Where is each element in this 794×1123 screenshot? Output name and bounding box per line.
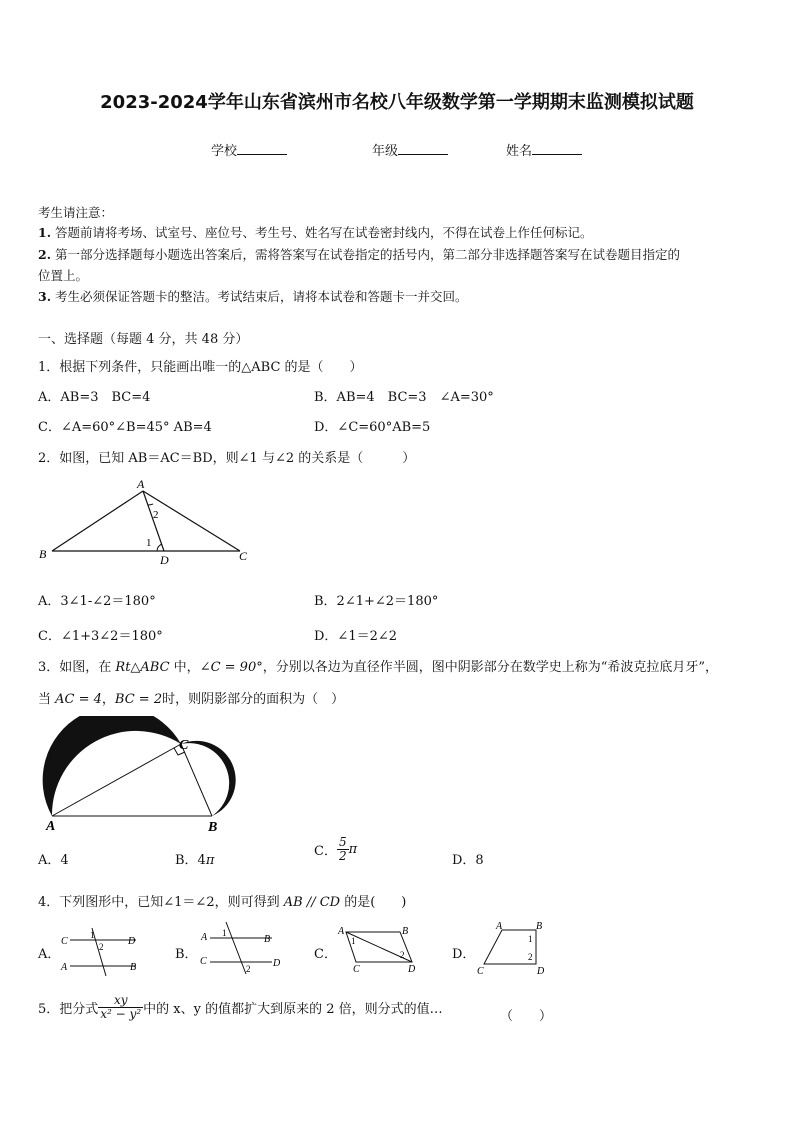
q1-option-c: C．∠A=60°∠B=45° AB=4 [38,420,212,435]
q3-lune-figure [38,716,238,836]
q4-stem [38,891,406,910]
q4-option-b-figure [196,918,286,976]
q4b-label-a: A [201,932,208,943]
q4a-angle-2: 2 [99,942,104,952]
q3-text: 中， [169,660,200,675]
q3-text: 当 [38,692,56,707]
q4a-label-b: B [130,962,137,973]
q2-stem: 2．如图，已知 AB＝AC＝BD，则∠1 与∠2 的关系是（ ） [38,451,416,466]
q4d-angle-1: 1 [528,934,533,944]
q2-label-d: D [160,553,169,567]
notice-text: 考生必须保证答题卡的整洁。考试结束后，请将本试卷和答题卡一并交回。 [55,289,468,304]
q4b-label-b: B [264,934,271,945]
q4a-label-d: D [128,936,136,947]
q2-option-c: C．∠1+3∠2＝180° [38,629,163,644]
q3-math: BC = 2 [114,692,163,707]
q2-label-angle-2: 2 [153,509,159,521]
grade-label: 年级 [372,144,399,159]
q4-math: AB // CD [283,895,341,910]
q4c-label-c: C [353,964,360,974]
q4c-angle-1: 1 [351,936,356,946]
q3-line-bc [181,744,212,816]
q2-line-ac [143,491,240,551]
notice-num: 2. [38,247,52,262]
q3-math: Rt△ABC [115,660,170,675]
q4-text: 4．下列图形中，已知∠1＝∠2，则可得到 [38,895,284,910]
fraction-numerator: 5 [338,835,347,849]
q3-lune-left [43,716,181,816]
q2-label-c: C [239,549,248,563]
q4a-label-c: C [61,936,68,947]
notice-num: 1. [38,225,52,240]
q5-text: 5．把分式 [38,1002,99,1017]
q5-stem [38,994,443,1021]
school-label: 学校 [211,144,238,159]
q2-label-angle-1: 1 [146,537,152,549]
q4b-label-d: D [273,958,281,969]
q2-line-ab [52,491,143,551]
q3-option-c-fraction [337,836,349,863]
page-title: 2023-2024学年山东省滨州市名校八年级数学第一学期期末监测模拟试题 [100,92,694,113]
q3-dot [200,743,202,745]
q4b-angle-2: 2 [246,964,251,974]
name-blank [532,142,582,155]
q2-option-a: A．3∠1-∠2＝180° [38,594,156,609]
notice-num: 3. [38,289,52,304]
q3-text: ，分别以各边为直径作半圆，图中阴影部分在数学史上称为“希波克拉底月牙”， [262,660,719,675]
q3-text: 时，则阴影部分的面积为（ ） [162,692,345,707]
q4b-label-c: C [200,956,207,967]
q1-stem: 1．根据下列条件，只能画出唯一的△ABC 的是（ ） [38,360,363,375]
q5-text: 中的 x、y 的值都扩大到原来的 2 倍，则分式的值… [143,1002,443,1017]
q4c-angle-2: 2 [400,950,405,960]
q4-text: 的是( ) [340,895,407,910]
section-heading: 一、选择题（每题 4 分，共 48 分） [38,332,249,347]
q4a-angle-1: 1 [90,930,95,940]
grade-field [372,140,448,159]
q3-option-b-pi: π [205,853,215,868]
q3-option-b [175,849,214,868]
q3-lune-right [181,741,236,816]
q3-label-b: B [208,820,218,835]
q2-option-d: D．∠1＝2∠2 [314,629,398,644]
q3-option-c-text: C． [314,844,337,859]
q1-option-d: D．∠C=60°AB=5 [314,420,431,435]
name-label: 姓名 [506,144,533,159]
q3-option-b-text: B．4 [175,853,206,868]
q1-option-b: B．AB=4 BC=3 ∠A=30° [314,390,494,405]
q2-label-a: A [137,477,145,491]
q3-option-a: A．4 [38,853,69,868]
q4d-label-c: C [477,966,484,976]
q4-option-c-label: C． [314,947,337,962]
q4-option-b-label: B． [175,947,198,962]
q2-triangle-figure [36,474,256,570]
q4c-label-a: A [338,926,345,937]
grade-blank [398,142,448,155]
notice-item [38,287,468,305]
notice-item [38,223,593,241]
q4a-label-a: A [61,962,68,973]
notice-text: 答题前请将考场、试室号、座位号、考生号、姓名写在试卷密封线内，不得在试卷上作任何标记。 [55,225,593,240]
fraction-denominator: x² − y² [100,1007,142,1021]
notice-item [38,245,680,263]
q5-answer-paren: （ ） [500,1009,553,1024]
q3-option-c [314,836,357,863]
q1-option-a: A．AB=3 BC=4 [38,390,151,405]
notice-text: 第一部分选择题每小题选出答案后，需将答案写在试卷指定的括号内，第二部分非选择题答案写在试卷题目指定的 [55,247,681,262]
q3-label-a: A [46,819,56,834]
name-field [506,140,582,159]
q4-option-d-label: D． [452,947,476,962]
school-field [211,140,287,159]
q4-option-a-figure [58,920,148,976]
q4-option-c-figure [334,922,424,974]
q4c-label-d: D [408,964,416,974]
fraction-numerator: xy [98,994,143,1008]
q4-option-d-figure [474,918,554,976]
q2-label-b: B [39,547,47,561]
q3-math: ∠C = 90° [199,660,263,675]
q3-math: AC = 4 [55,692,102,707]
q3-stem-line2 [38,688,344,707]
q4b-angle-1: 1 [222,928,227,938]
fraction-denominator: 2 [338,849,347,863]
q3-label-c: C [179,738,189,753]
notice-item [38,266,88,284]
q4d-angle-2: 2 [528,952,533,962]
q3-text: ， [101,692,115,707]
q4d-label-a: A [496,921,503,932]
q2-angle-1-arc [157,544,162,551]
notice-heading: 考生请注意： [38,205,114,220]
q4-option-a-label: A． [38,947,61,962]
notice-text: 位置上。 [38,268,89,283]
q3-option-d: D．8 [452,853,484,868]
q4d-label-b: B [536,921,543,932]
q3-text: 3．如图，在 [38,660,116,675]
q2-option-b: B．2∠1+∠2＝180° [314,594,439,609]
q5-fraction [98,994,143,1021]
q2-angle-2-arc [148,504,153,505]
school-blank [237,142,287,155]
q4d-label-d: D [537,966,545,976]
q4c-label-b: B [402,926,409,937]
q3-stem-line1 [38,656,718,675]
q3-option-c-pi: π [348,842,358,857]
